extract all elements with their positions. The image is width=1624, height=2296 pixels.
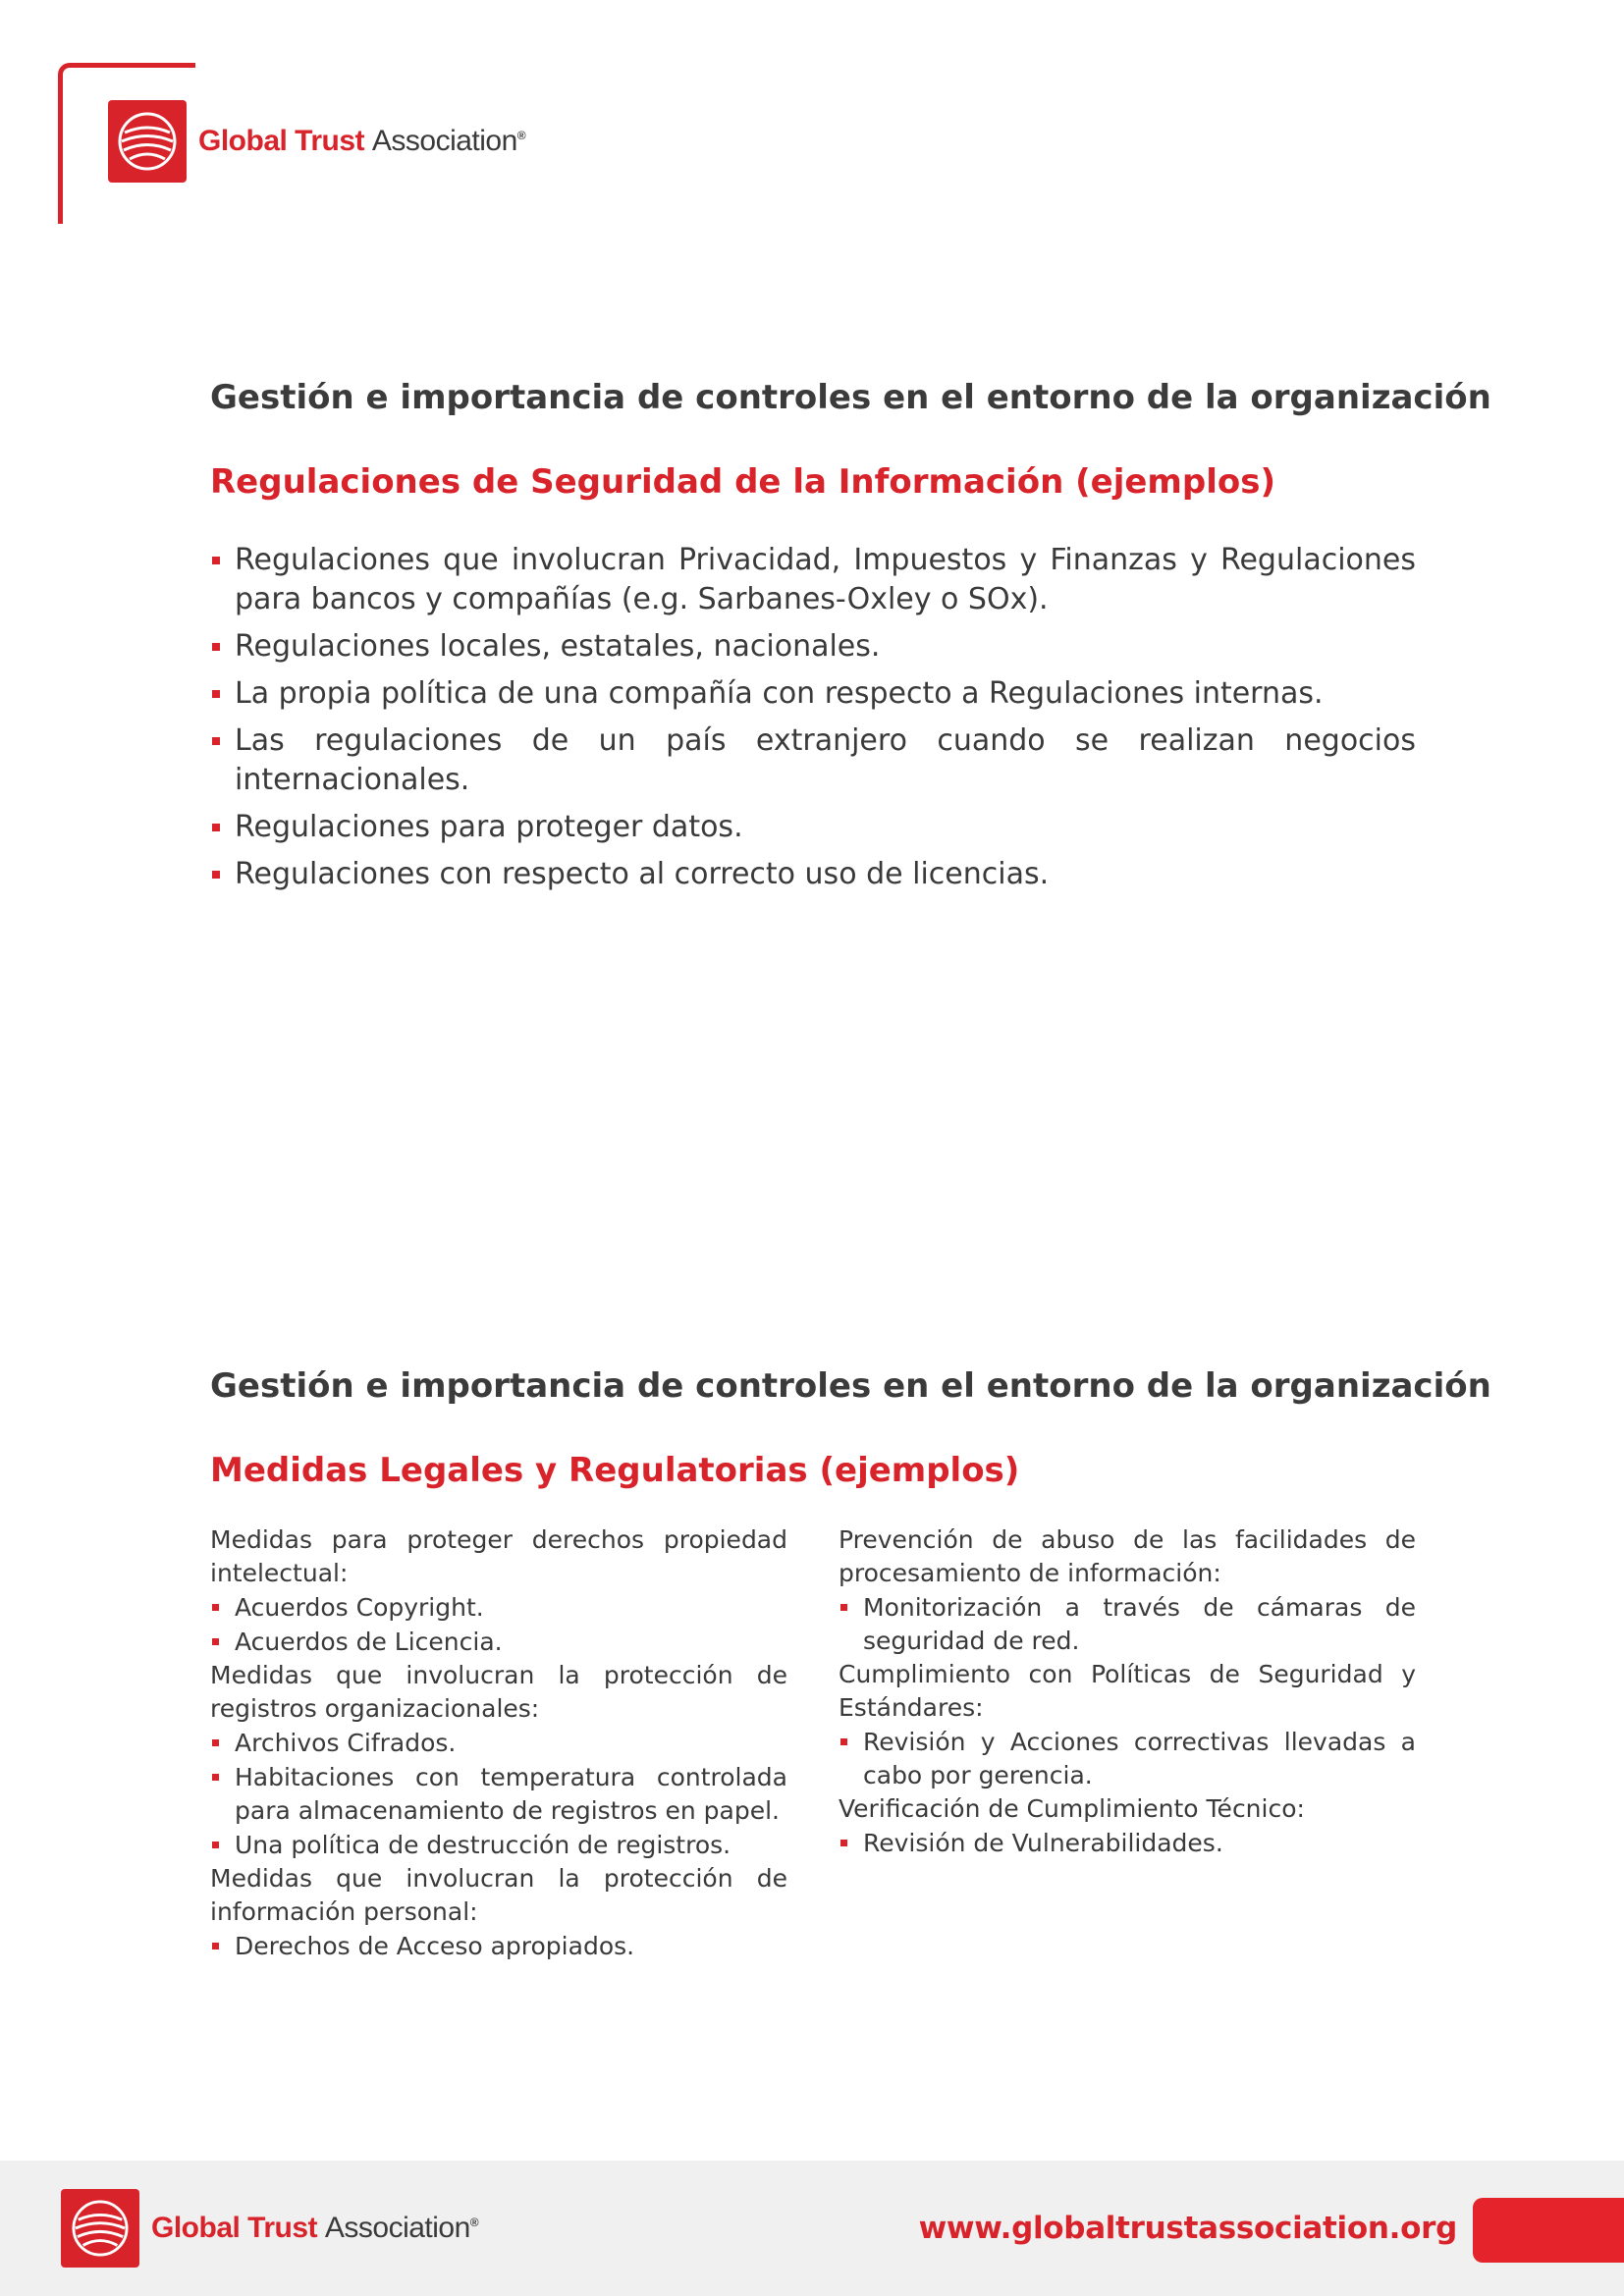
group-heading: Cumplimiento con Políticas de Seguridad y Estándares: xyxy=(839,1660,1416,1722)
brand-bold: Global Trust xyxy=(198,125,365,157)
brand-name xyxy=(151,2212,478,2245)
list-item: Habitaciones con temperatura controlada para almacenamiento de registros en papel. xyxy=(210,1761,787,1828)
list-item: Las regulaciones de un país extranjero cuando se realizan negocios internacionales. xyxy=(210,721,1416,800)
bullet-list xyxy=(210,1591,787,1659)
group-heading: Verificación de Cumplimiento Técnico: xyxy=(839,1794,1305,1823)
list-item: Regulaciones que involucran Privacidad, Impuestos y Finanzas y Regulaciones para bancos y compañías (e.g. Sarbanes-Oxley o SOx). xyxy=(210,541,1416,619)
bullet-list xyxy=(839,1591,1416,1658)
section-medidas xyxy=(210,1364,1491,1963)
brand-light: Association xyxy=(324,2212,470,2244)
list-item: Monitorización a través de cámaras de seguridad de red. xyxy=(839,1591,1416,1658)
section-subtitle: Medidas Legales y Regulatorias (ejemplos) xyxy=(210,1451,1020,1490)
list-item: Derechos de Acceso apropiados. xyxy=(210,1930,787,1963)
group-heading: Medidas que involucran la protección de registros organizacionales: xyxy=(210,1661,787,1723)
list-item: Regulaciones para proteger datos. xyxy=(210,808,1416,847)
list-item: Acuerdos de Licencia. xyxy=(210,1626,787,1659)
brand-bold: Global Trust xyxy=(151,2212,318,2244)
brand-name xyxy=(198,125,525,158)
left-column xyxy=(210,1523,787,1963)
globe-logo-icon xyxy=(61,2189,139,2268)
bullet-list xyxy=(210,1727,787,1862)
list-item: Una política de destrucción de registros. xyxy=(210,1829,787,1862)
list-item: Acuerdos Copyright. xyxy=(210,1591,787,1625)
group-heading: Medidas que involucran la protección de información personal: xyxy=(210,1864,787,1926)
list-item: Revisión de Vulnerabilidades. xyxy=(839,1827,1416,1860)
section-title: Gestión e importancia de controles en el entorno de la organización xyxy=(210,1366,1491,1406)
list-item: Regulaciones locales, estatales, nacionales. xyxy=(210,627,1416,667)
bullet-list xyxy=(210,1930,787,1963)
list-item: La propia política de una compañía con respecto a Regulaciones internas. xyxy=(210,674,1416,714)
brand-light: Association xyxy=(371,125,517,157)
header-logo xyxy=(108,100,525,183)
list-item: Revisión y Acciones correctivas llevadas a cabo por gerencia. xyxy=(839,1726,1416,1792)
group-heading: Prevención de abuso de las facilidades de procesamiento de información: xyxy=(839,1525,1416,1587)
registered-mark: ® xyxy=(469,2216,479,2229)
section-title: Gestión e importancia de controles en el entorno de la organización xyxy=(210,378,1491,417)
list-item: Regulaciones con respecto al correcto uso de licencias. xyxy=(210,855,1416,894)
group-heading: Medidas para proteger derechos propiedad intelectual: xyxy=(210,1525,787,1587)
list-item: Archivos Cifrados. xyxy=(210,1727,787,1760)
section-subtitle: Regulaciones de Seguridad de la Información (ejemplos) xyxy=(210,462,1275,502)
registered-mark: ® xyxy=(516,129,526,142)
globe-logo-icon xyxy=(108,100,187,183)
bullet-list xyxy=(839,1827,1416,1860)
regulations-list xyxy=(210,541,1416,894)
website-link[interactable]: www.globaltrustassociation.org xyxy=(918,2211,1457,2246)
bullet-list xyxy=(839,1726,1416,1792)
right-column xyxy=(839,1523,1416,1963)
footer-accent-tab xyxy=(1473,2198,1624,2263)
footer-logo xyxy=(61,2189,478,2268)
section-regulaciones xyxy=(210,376,1491,902)
two-column-content xyxy=(210,1523,1416,1963)
